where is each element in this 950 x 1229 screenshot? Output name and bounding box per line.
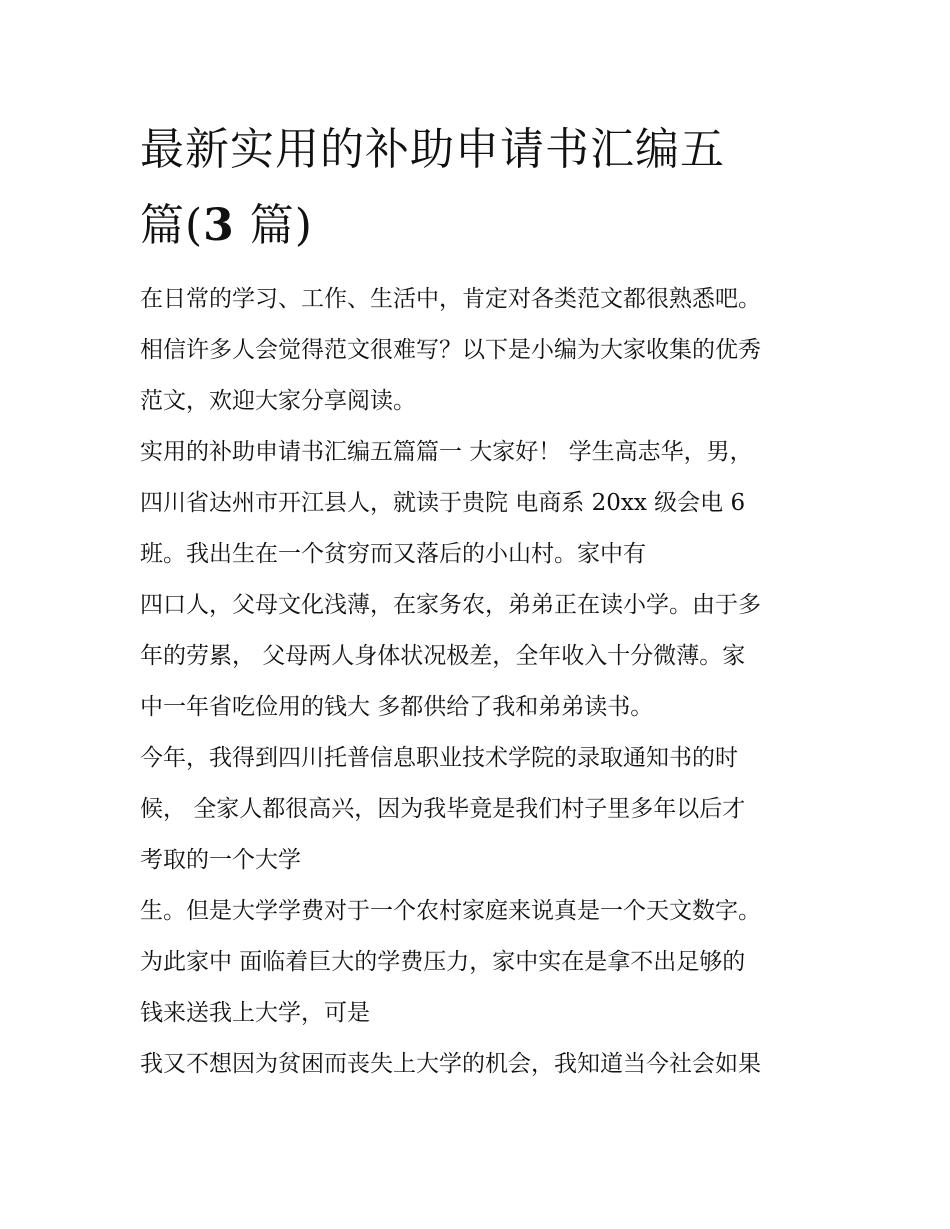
- title-line-2-end: 篇): [234, 200, 313, 251]
- title-line-2-number: 3: [203, 200, 235, 251]
- body-line: 年的劳累， 父母两人身体状况极差，全年收入十分微薄。家: [140, 643, 746, 669]
- body-line: 候， 全家人都很高兴，因为我毕竟是我们村子里多年以后才: [140, 796, 746, 822]
- body-line: 范文，欢迎大家分享阅读。: [140, 388, 416, 414]
- body-line: 钱来送我上大学，可是: [140, 1000, 370, 1026]
- title-line-1: 最新实用的补助申请书汇编五: [140, 124, 725, 175]
- body-line: 四川省达州市开江县人，就读于贵院 电商系 20xx 级会电 6: [140, 490, 746, 516]
- body-line: 相信许多人会觉得范文很难写？以下是小编为大家收集的优秀: [140, 337, 761, 363]
- body-line: 中一年省吃俭用的钱大 多都供给了我和弟弟读书。: [140, 694, 654, 720]
- body-line: 为此家中 面临着巨大的学费压力，家中实在是拿不出足够的: [140, 949, 746, 975]
- body-line: 四口人，父母文化浅薄，在家务农，弟弟正在读小学。由于多: [140, 592, 761, 618]
- body-line: 实用的补助申请书汇编五篇篇一 大家好！ 学生高志华，男，: [140, 439, 753, 465]
- body-line: 生。但是大学学费对于一个农村家庭来说真是一个天文数字。: [140, 898, 761, 924]
- body-line: 今年，我得到四川托普信息职业技术学院的录取通知书的时: [140, 745, 738, 771]
- title-line-2-start: 篇(: [140, 200, 204, 251]
- body-line: 班。我出生在一个贫穷而又落后的小山村。家中有: [140, 541, 646, 567]
- body-line: 我又不想因为贫困而丧失上大学的机会，我知道当今社会如果: [140, 1051, 761, 1077]
- document-title: [140, 112, 820, 264]
- document-body: [140, 274, 840, 1090]
- body-line: 在日常的学习、工作、生活中，肯定对各类范文都很熟悉吧。: [140, 286, 761, 312]
- body-line: 考取的一个大学: [140, 847, 301, 873]
